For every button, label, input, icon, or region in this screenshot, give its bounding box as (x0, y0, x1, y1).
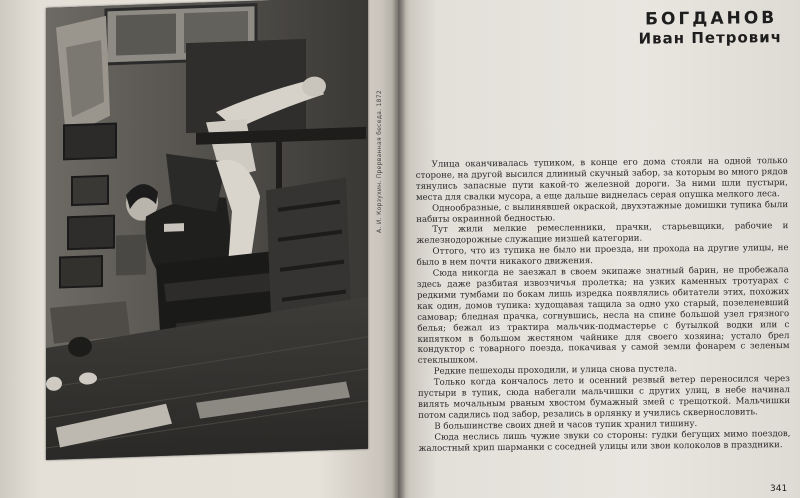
paragraph: В большинстве своих дней и часов тупик хранил тишину. (434, 418, 698, 432)
left-page (0, 0, 398, 498)
paragraph: Однообразные, с вылинявшей окраской, двухэтажные домишки тупика были набиты окраинной бедностью. (416, 199, 789, 225)
page-number: 341 (770, 484, 788, 494)
paragraph: Редкие пешеходы проходили, и улица снова пустела. (433, 364, 678, 377)
paragraph: Только когда кончалось лето и осенний резвый ветер переносился через пустыри в тупик, сюда набегали мальчишки с других улиц, в небе начинал вилять мочальным рваным хвостом бумажный змей с трещоткой. Мальчишки потом садились под забор, резались в орлянку и учились сквернословить. (417, 374, 791, 421)
paragraph: Сюда неслись лишь чужие звуки со стороны: гудки бегущих мимо поездов, жалостный хрип шарманки с соседней улицы или звон колоколов в праздники. (418, 428, 791, 454)
author-given-name: Иван Петрович (638, 28, 783, 48)
painting-image (46, 0, 368, 460)
paragraph: Тут жили мелкие ремесленники, прачки, старьевщики, рабочие и железнодорожные служащие низшей категории. (416, 221, 789, 247)
painting-illustration (46, 0, 368, 460)
story-text (416, 156, 791, 454)
illustration-caption: А. И. Корзухин. Прерванная беседа. 1872 (376, 90, 383, 233)
paragraph: Сюда никогда не заезжал в своем экипаже знатный барин, не пробежала здесь даже разбитая извозчичья пролетка; на узких каменных тротуарах с редкими тумбами по бокам лишь изредка появлялись обитатели этих, похожих как один, домов тупика: худощавая тащила за одно ухо старый, позеленевший самовар; бледная прачка, согнувшись, несла на спине большой узел грязного белья; бежал из трактира мальчик-подмастерье с бутылкой водки или с кипятком в большом жестяном чайнике для своего хозяина; устало брел кондуктор с товарного поезда, покачивая у самой земли фонарем с зеленым стеклышком. (416, 265, 790, 367)
paragraph: Оттого, что из тупика не было ни проезда, ни прохода на другие улицы, не было в нем почти никакого движения. (416, 243, 789, 269)
paragraph: Улица оканчивалась тупиком, в конце его дома стояли на одной только стороне, на другой высился длинный скучный забор, за которым во много рядов тянулись запасные пути какой-то железной дороги. За ними шли пустыри, места для свалки мусора, а еще дальше виднелась серая опушка мелкого леса. (415, 156, 788, 203)
book-gutter (392, 0, 406, 498)
author-surname: БОГДАНОВ (644, 8, 778, 30)
right-page-text (408, 6, 793, 490)
